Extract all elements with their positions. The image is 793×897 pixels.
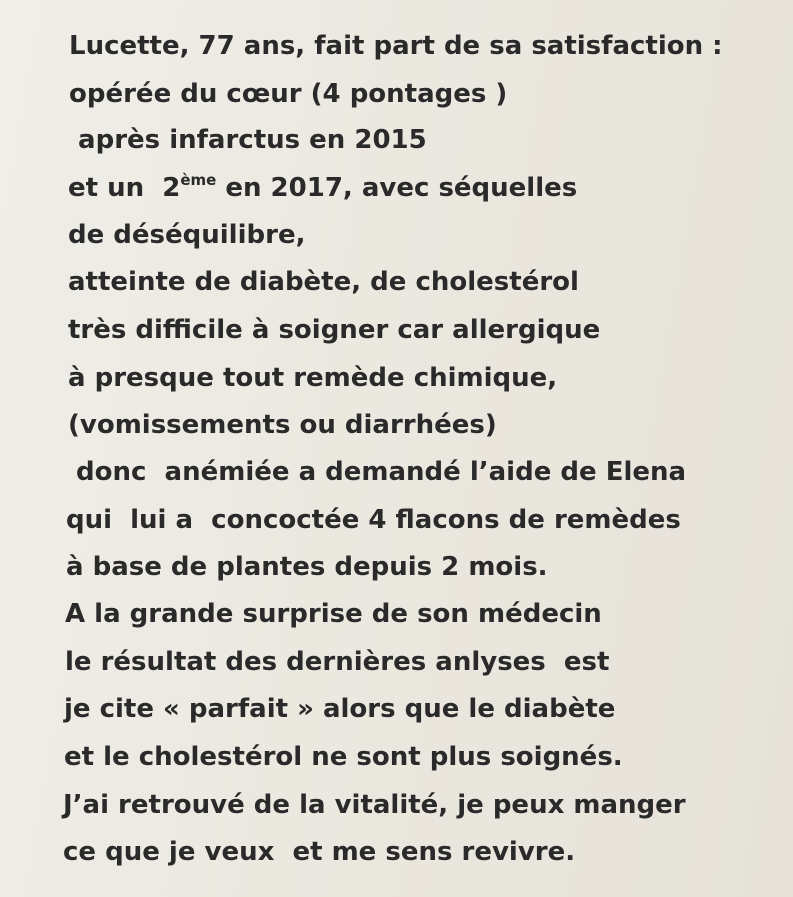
text-line-15: je cite « parfait » alors que le diabète	[64, 694, 616, 724]
text-line-1: Lucette, 77 ans, fait part de sa satisfaction :	[69, 31, 723, 61]
text-line-2: opérée du cœur (4 pontages )	[69, 79, 508, 109]
text-line-10: donc anémiée a demandé l’aide de Elena	[67, 457, 687, 487]
text-line-8: à presque tout remède chimique,	[68, 363, 558, 393]
text-line-6: atteinte de diabète, de cholestérol	[68, 267, 579, 297]
text-line-14: le résultat des dernières anlyses est	[65, 647, 610, 677]
text-line-4-start: et un 2	[68, 173, 181, 203]
text-line-4-end: en 2017, avec séquelles	[216, 173, 578, 203]
text-line-3: après infarctus en 2015	[69, 125, 427, 155]
text-line-13: A la grande surprise de son médecin	[65, 599, 602, 629]
text-line-11: qui lui a concoctée 4 flacons de remèdes	[66, 505, 681, 535]
text-line-5: de déséquilibre,	[68, 220, 306, 250]
text-line-4-superscript: ème	[180, 171, 217, 189]
text-line-18: ce que je veux et me sens revivre.	[63, 837, 576, 867]
text-line-7: très difficile à soigner car allergique	[68, 315, 601, 345]
text-line-9: (vomissements ou diarrhées)	[68, 410, 497, 440]
text-line-17: J’ai retrouvé de la vitalité, je peux manger	[63, 790, 686, 820]
text-line-4	[68, 172, 577, 204]
text-line-12: à base de plantes depuis 2 mois.	[66, 552, 548, 582]
text-line-16: et le cholestérol ne sont plus soignés.	[64, 742, 623, 772]
